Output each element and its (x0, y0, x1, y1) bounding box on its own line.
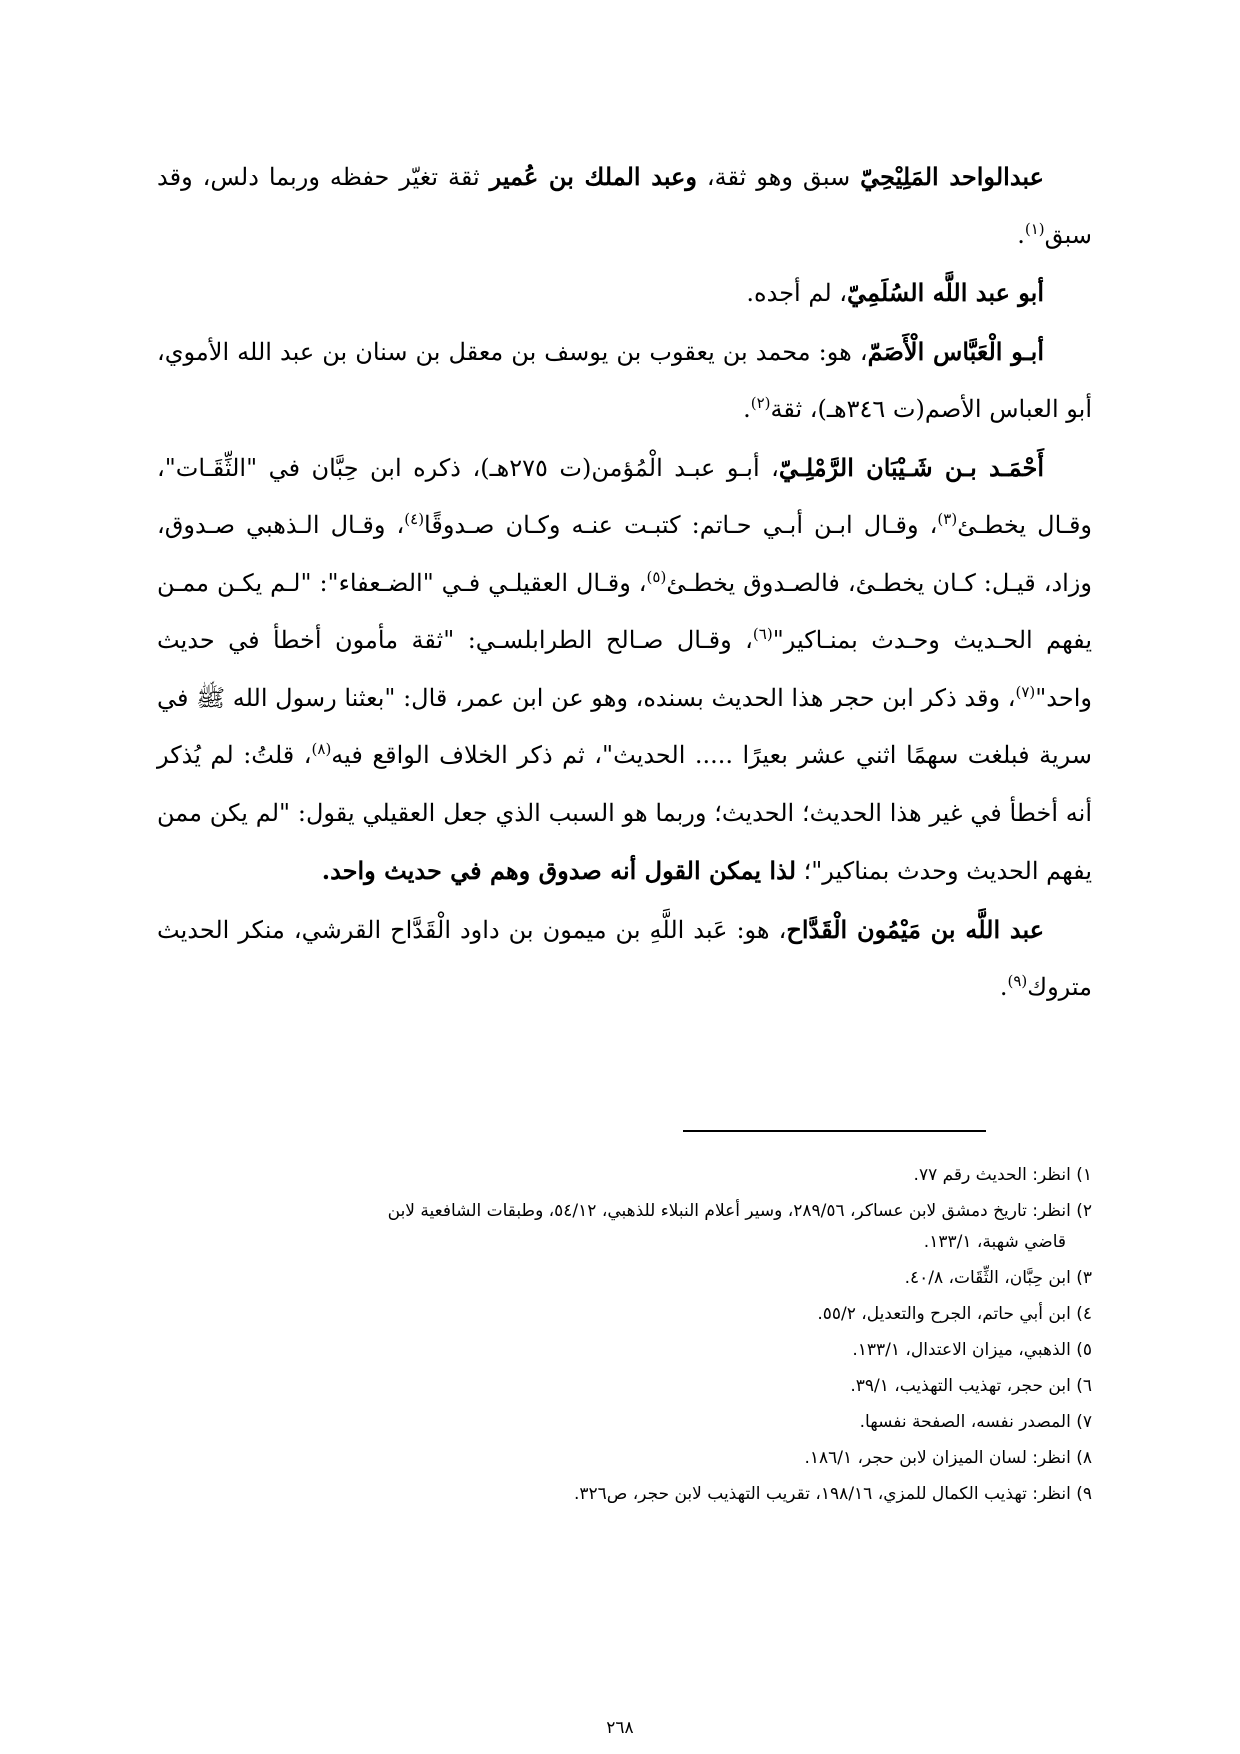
body-text (157, 148, 1092, 1017)
page-number: ٢٦٨ (606, 1718, 634, 1738)
paragraph-1: عبدالواحد المَلِيْحِيّ سبق وهو ثقة، وعبد الملك بن عُمير ثقة تغيّر حفظه وربما دلس، وقد سبق$^{(١)}$. (157, 162, 1092, 249)
paragraph-4: أَحْمَـد بـن شَـيْبَان الرَّمْلِـيّ، أبـو عبـد الْمُؤمن(ت ٢٧٥هـ)، ذكره ابن حِبَّان في "الثِّقَـات"، وقـال يخطـئ$^{(٣)}$، وقـال ابـن أبـي حـاتم: كتبـت عنـه وكـان صـدوقًا$^{(٤)}$، وقـال الـذهبي صـدوق، وزاد، قيـل: كـان يخطـئ، فالصـدوق يخطـئ$^{(٥)}$، وقـال العقيلـي فـي "الضـعفاء": "لـم يكـن ممـن يفهم الحـديث وحـدث بمنـاكير"$^{(٦)}$، وقـال صـالح الطرابلسـي: "ثقة مأمون أخطأ في حديث واحد"$^{(٧)}$، وقد ذكر ابن حجر هذا الحديث بسنده، وهو عن ابن عمر، قال: "بعثنا رسول الله ﷺ في سرية فبلغت سهمًا اثني عشر بعيرًا ..... الحديث"، ثم ذكر الخلاف الواقع فيه$^{(٨)}$، قلتُ: لم يُذكر أنه أخطأ في غير هذا الحديث؛ الحديث؛ وربما هو السبب الذي جعل العقيلي يقول: "لم يكن ممن يفهم الحديث وحدث بمناكير"؛ لذا يمكن القول أنه صدوق وهم في حديث واحد. (157, 452, 1093, 885)
footnote-8: ٨) انظر: لسان الميزان لابن حجر، ١٨٦/١. (804, 1448, 1092, 1468)
footnote-ref[interactable]: (٥) (646, 567, 667, 586)
footnotes (144, 1160, 1092, 1515)
footnote-1: ١) انظر: الحديث رقم ٧٧. (913, 1165, 1092, 1185)
footnote-ref[interactable]: (٤) (404, 510, 425, 528)
paragraph-2: أبو عبد اللَّه السُلَمِيّ، لم أجده. (746, 278, 1044, 307)
footnote-6: ٦) ابن حجر، تهذيب التهذيب، ٣٩/١. (850, 1376, 1092, 1396)
footnote-ref[interactable]: (١) (1024, 219, 1045, 238)
footnote-9: ٩) انظر: تهذيب الكمال للمزي، ١٩٨/١٦، تقريب التهذيب لابن حجر، ص٣٢٦. (573, 1484, 1092, 1504)
footnote-separator (683, 1130, 986, 1132)
footnote-5: ٥) الذهبي، ميزان الاعتدال، ١٣٣/١. (852, 1340, 1092, 1360)
narrator-name: أبـو الْعَبَّاس الْأَصَمّ (867, 336, 1045, 366)
footnote-7: ٧) المصدر نفسه، الصفحة نفسها. (859, 1412, 1092, 1432)
footnote-ref[interactable]: (٩) (1007, 972, 1028, 990)
footnote-ref[interactable]: (٣) (937, 510, 958, 528)
footnote-ref[interactable]: (٧) (1015, 682, 1036, 701)
footnote-ref[interactable]: (٢) (750, 394, 771, 412)
paragraph-5: عبد اللَّه بن مَيْمُون الْقَدَّاح، هو: عَبد اللَّهِ بن ميمون بن داود الْقَدَّاح القرشي، منكر الحديث متروك$^{(٩)}$. (157, 914, 1092, 1001)
narrator-name: عبدالواحد المَلِيْحِيّ (860, 162, 1044, 191)
footnote-ref[interactable]: (٨) (311, 740, 332, 758)
footnote-ref[interactable]: (٦) (752, 625, 773, 643)
footnote-4: ٤) ابن أبي حاتم، الجرح والتعديل، ٥٥/٢. (817, 1304, 1092, 1324)
footnote-3: ٣) ابن حِبَّان، الثِّقَات، ٤٠/٨. (904, 1268, 1092, 1288)
narrator-name: عبد اللَّه بن مَيْمُون الْقَدَّاح (786, 914, 1045, 944)
narrator-name: أبو عبد اللَّه السُلَمِيّ (847, 278, 1044, 307)
narrator-name: وعبد الملك بن عُمير (489, 162, 697, 191)
conclusion-text: لذا يمكن القول أنه صدوق وهم في حديث واحد. (321, 856, 796, 885)
footnote-2: ٢) انظر: تاريخ دمشق لابن عساكر، ٢٨٩/٥٦، وسير أعلام النبلاء للذهبي، ٥٤/١٢، وطبقات الشافعية لابن قاضي شهبة، ١٣٣/١. (387, 1201, 1092, 1252)
narrator-name: أَحْمَـد بـن شَـيْبَان الرَّمْلِـيّ (778, 452, 1044, 482)
paragraph-3: أبـو الْعَبَّاس الْأَصَمّ، هو: محمد بن يعقوب بن يوسف بن معقل بن سنان بن عبد الله الأموي، أبو العباس الأصم(ت ٣٤٦هـ)، ثقة$^{(٢)}$. (157, 336, 1092, 423)
